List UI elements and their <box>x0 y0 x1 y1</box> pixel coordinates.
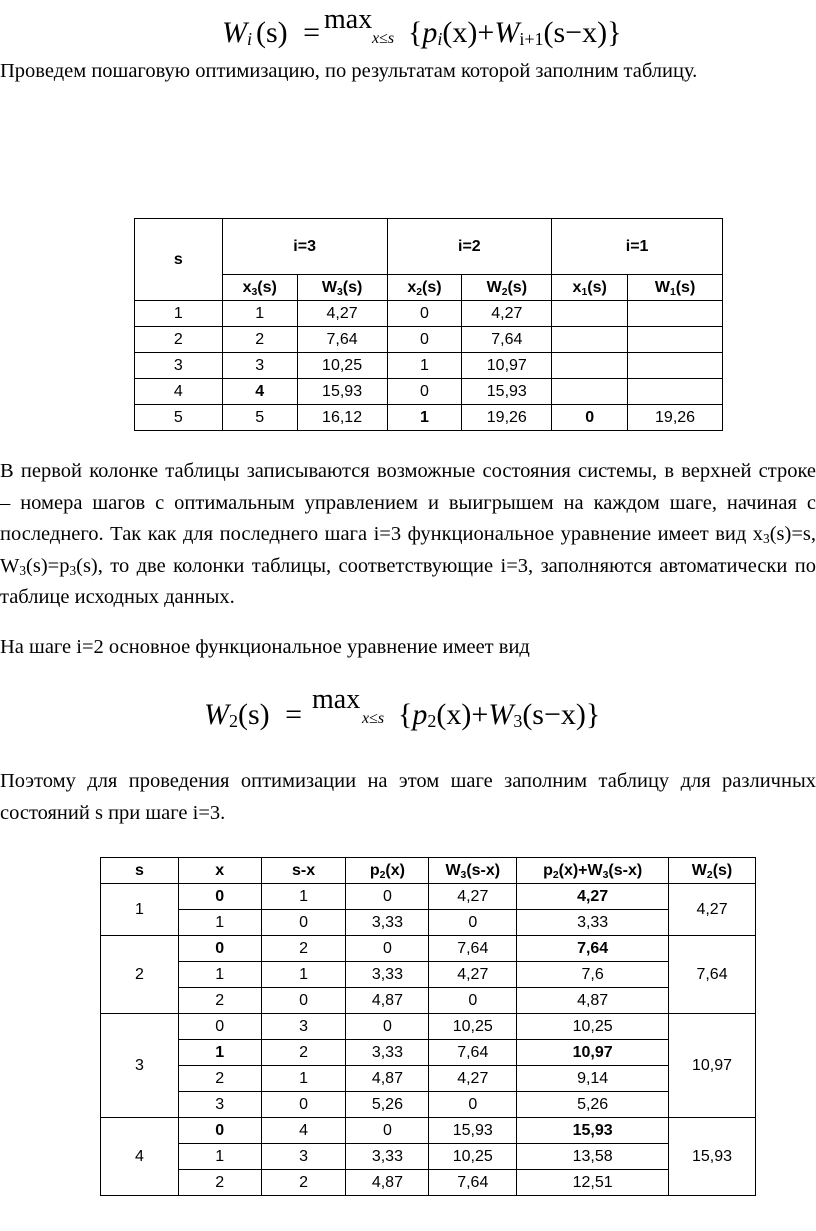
cell: 10,25 <box>517 1014 669 1040</box>
header-w1: $W_1(s)$ <box>628 275 723 301</box>
cell-state: 4 <box>101 1118 179 1196</box>
cell <box>628 379 723 405</box>
cell-w2: 15,93 <box>669 1118 756 1196</box>
results-table <box>134 218 723 431</box>
cell: 2 <box>222 327 297 353</box>
cell: 0 <box>261 1092 346 1118</box>
cell-optimal: 4,27 <box>517 884 669 910</box>
cell: 1 <box>178 910 261 936</box>
cell: 15,93 <box>462 379 552 405</box>
formula-step2 <box>204 684 624 744</box>
paragraph-explanation <box>0 456 816 614</box>
cell <box>552 353 628 379</box>
table-row <box>101 1040 756 1066</box>
cell: 16,12 <box>297 405 387 431</box>
text-line: $W_3(s)=p_3(s)$, то две колонки таблицы, соответствующие i=3, заполняются автоматически по <box>0 554 816 578</box>
cell: 0 <box>429 988 517 1014</box>
header-step-1: i=1 <box>552 219 723 275</box>
cell: 15,93 <box>297 379 387 405</box>
cell: 10,25 <box>429 1144 517 1170</box>
cell: 0 <box>387 379 462 405</box>
cell: 7,6 <box>517 962 669 988</box>
text-line: – номера шагов с оптимальным управлением и выигрышем на каждом шаге, начиная с <box>0 491 816 514</box>
cell: 4,87 <box>346 1066 429 1092</box>
cell-w2: 4,27 <box>669 884 756 936</box>
cell: 1 <box>222 301 297 327</box>
header-s: s <box>135 219 223 301</box>
cell: 5 <box>135 405 223 431</box>
cell-optimal: 0 <box>178 884 261 910</box>
paragraph-optimization <box>0 766 816 829</box>
cell: 9,14 <box>517 1066 669 1092</box>
table-row <box>101 1066 756 1092</box>
header-s: s <box>101 858 179 884</box>
formula-lhs: $W_i$ (s) = <box>222 16 321 49</box>
cell: 1 <box>261 884 346 910</box>
cell: 4,87 <box>517 988 669 1014</box>
cell: 0 <box>261 910 346 936</box>
header-step-3: i=3 <box>222 219 387 275</box>
cell: 4,27 <box>429 962 517 988</box>
paragraph-intro: Проведем пошаговую оптимизацию, по результатам которой заполним таблицу. <box>0 60 698 82</box>
cell: 5,26 <box>346 1092 429 1118</box>
formula-max: max <box>324 4 373 35</box>
cell: 3,33 <box>346 910 429 936</box>
text-line: Поэтому для проведения оптимизации на этом шаге заполним таблицу для различных <box>0 770 816 792</box>
table-row <box>101 988 756 1014</box>
cell: 7,64 <box>429 1040 517 1066</box>
cell: 0 <box>387 327 462 353</box>
cell-w2: 7,64 <box>669 936 756 1014</box>
table-row <box>101 1170 756 1196</box>
header-p2: $p_2(x)$ <box>346 858 429 884</box>
cell: 2 <box>178 1170 261 1196</box>
cell: 7,64 <box>462 327 552 353</box>
cell: 5,26 <box>517 1092 669 1118</box>
cell: 19,26 <box>462 405 552 431</box>
cell: 3 <box>261 1014 346 1040</box>
cell-state: 1 <box>101 884 179 936</box>
cell: 0 <box>178 1014 261 1040</box>
cell: 1 <box>387 353 462 379</box>
cell-w2: 10,97 <box>669 1014 756 1118</box>
header-w2: $W_2(s)$ <box>669 858 756 884</box>
cell-optimal: 0 <box>552 405 628 431</box>
formula-bellman-general <box>222 0 642 60</box>
optimization-table-step2 <box>100 857 756 1196</box>
cell: 2 <box>261 1170 346 1196</box>
cell-state: 3 <box>101 1014 179 1118</box>
cell: 7,64 <box>429 1170 517 1196</box>
cell: 3,33 <box>346 1040 429 1066</box>
formula-rhs: $\{p_2(x)+W_3(s-x)\}$ <box>398 698 601 731</box>
cell: 2 <box>178 1066 261 1092</box>
header-x1: $x_1(s)$ <box>552 275 628 301</box>
cell: 0 <box>346 884 429 910</box>
text-line: таблице исходных данных. <box>0 586 235 608</box>
cell: 4 <box>135 379 223 405</box>
header-w2: $W_2(s)$ <box>462 275 552 301</box>
table-row <box>135 379 723 405</box>
cell-state: 2 <box>101 936 179 1014</box>
text-line: В первой колонке таблицы записываются возможные состояния системы, в верхней строке <box>0 460 816 482</box>
cell: 3 <box>135 353 223 379</box>
table-row <box>101 884 756 910</box>
cell: 0 <box>346 1014 429 1040</box>
cell <box>628 353 723 379</box>
cell: 12,51 <box>517 1170 669 1196</box>
formula-rhs: $\{p_i(x)+W_{i+1}(s-x)\}$ <box>408 16 622 49</box>
cell-optimal: 4 <box>222 379 297 405</box>
table-row <box>135 327 723 353</box>
cell: 7,64 <box>297 327 387 353</box>
cell: 3,33 <box>346 962 429 988</box>
cell: 3 <box>178 1092 261 1118</box>
table-row <box>135 353 723 379</box>
cell: 15,93 <box>429 1118 517 1144</box>
cell-optimal: 15,93 <box>517 1118 669 1144</box>
cell: 4,87 <box>346 1170 429 1196</box>
table-row <box>135 301 723 327</box>
header-w3: $W_3(s-x)$ <box>429 858 517 884</box>
formula-max: max <box>312 684 361 715</box>
cell: 1 <box>178 962 261 988</box>
cell: 1 <box>135 301 223 327</box>
table-row <box>101 910 756 936</box>
header-step-2: i=2 <box>387 219 552 275</box>
cell: 2 <box>261 936 346 962</box>
formula-constraint: x≤s <box>362 710 385 727</box>
paragraph-step2: На шаге i=2 основное функциональное уравнение имеет вид <box>0 636 530 658</box>
cell-optimal: 0 <box>178 1118 261 1144</box>
cell: 10,97 <box>462 353 552 379</box>
header-x2: $x_2(s)$ <box>387 275 462 301</box>
cell: 0 <box>346 936 429 962</box>
header-sum: $p_2(x)+W_3(s-x)$ <box>517 858 669 884</box>
cell: 0 <box>387 301 462 327</box>
cell: 13,58 <box>517 1144 669 1170</box>
cell: 4 <box>261 1118 346 1144</box>
cell: 2 <box>261 1040 346 1066</box>
text-line: состояний s при шаге i=3. <box>0 801 226 824</box>
cell-optimal: 1 <box>178 1040 261 1066</box>
table-row <box>101 1118 756 1144</box>
cell: 0 <box>429 910 517 936</box>
cell: 4,27 <box>429 1066 517 1092</box>
cell: 0 <box>261 988 346 1014</box>
cell: 1 <box>178 1144 261 1170</box>
header-w3: $W_3(s)$ <box>297 275 387 301</box>
cell: 1 <box>261 962 346 988</box>
cell <box>552 301 628 327</box>
cell: 4,27 <box>429 884 517 910</box>
cell-optimal: 7,64 <box>517 936 669 962</box>
table-row <box>135 405 723 431</box>
cell: 2 <box>178 988 261 1014</box>
cell: 4,87 <box>346 988 429 1014</box>
cell: 0 <box>429 1092 517 1118</box>
table-row <box>101 962 756 988</box>
cell <box>628 301 723 327</box>
table-row <box>101 1144 756 1170</box>
table-row <box>101 1092 756 1118</box>
cell: 0 <box>346 1118 429 1144</box>
header-x3: $x_3(s)$ <box>222 275 297 301</box>
cell: 4,27 <box>297 301 387 327</box>
cell: 3 <box>222 353 297 379</box>
cell-optimal: 10,97 <box>517 1040 669 1066</box>
cell <box>552 327 628 353</box>
cell <box>552 379 628 405</box>
header-x: x <box>178 858 261 884</box>
cell: 3,33 <box>517 910 669 936</box>
cell: 19,26 <box>628 405 723 431</box>
cell-optimal: 0 <box>178 936 261 962</box>
formula-constraint: x≤s <box>372 30 395 47</box>
table-row <box>101 936 756 962</box>
header-s-minus-x: s-x <box>261 858 346 884</box>
cell: 3,33 <box>346 1144 429 1170</box>
cell <box>628 327 723 353</box>
table-row <box>101 1014 756 1040</box>
cell: 5 <box>222 405 297 431</box>
cell: 3 <box>261 1144 346 1170</box>
cell: 4,27 <box>462 301 552 327</box>
formula-lhs: $W_2(s)$ = <box>204 698 303 731</box>
cell: 2 <box>135 327 223 353</box>
cell: 10,25 <box>297 353 387 379</box>
text-line: последнего. Так как для последнего шага i=3 функциональное уравнение имеет вид $x_3(s)=s$, <box>0 523 816 546</box>
cell: 1 <box>261 1066 346 1092</box>
cell: 7,64 <box>429 936 517 962</box>
cell-optimal: 1 <box>387 405 462 431</box>
cell: 10,25 <box>429 1014 517 1040</box>
